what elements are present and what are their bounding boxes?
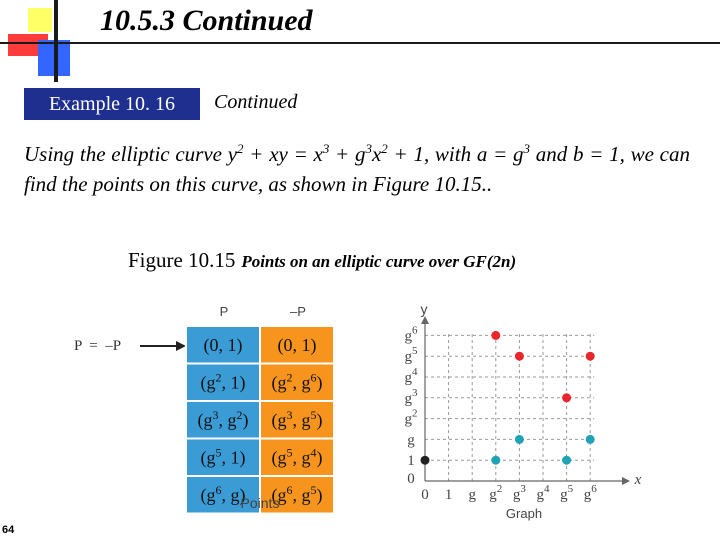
x-tick-label: $g^4$ xyxy=(536,483,550,503)
example-continued: Continued xyxy=(214,91,298,113)
curve-point xyxy=(515,435,524,444)
table-header-neg-p: –P xyxy=(290,304,306,319)
example-label: Example 10. 16 xyxy=(24,88,200,120)
y-tick-label: 1 xyxy=(407,453,415,470)
point-p-label: ($g^2$, 1) xyxy=(200,370,246,393)
graph-caption: Graph xyxy=(505,506,543,521)
y-tick-label: g xyxy=(407,432,415,449)
point-neg-p-label: ($g^3$, $g^5$) xyxy=(271,407,323,430)
curve-point xyxy=(562,456,571,465)
table-caption: Points xyxy=(240,495,280,511)
y-tick-label: $g^5$ xyxy=(404,345,418,366)
x-tick-label: $g^2$ xyxy=(489,483,503,503)
y-tick-label: $g^6$ xyxy=(404,324,418,345)
arrow-label: P = –P xyxy=(74,338,122,354)
curve-point xyxy=(586,352,595,361)
y-tick-label: $g^2$ xyxy=(404,407,418,428)
point-neg-p-label: ($g^2$, $g^6$) xyxy=(271,370,323,393)
x-axis-arrow-icon xyxy=(622,477,630,485)
table-header-p: P xyxy=(219,304,229,319)
slide-title: 10.5.3 Continued xyxy=(100,4,313,37)
curve-point xyxy=(491,331,500,340)
point-neg-p-label: ($g^5$, $g^4$) xyxy=(271,445,323,468)
curve-point xyxy=(421,456,430,465)
y-tick-label: 0 xyxy=(407,471,415,487)
x-tick-label: $g^6$ xyxy=(583,483,597,503)
body-paragraph: Using the elliptic curve $y^2$ + xy = $x^3 + g^3x^2 + 1$, with $a = g^3$ and b = 1, we can find the points on this curve, as shown in Figure 10.15.. xyxy=(24,141,690,196)
arrow-head-icon xyxy=(176,341,186,351)
curve-point xyxy=(491,456,500,465)
x-axis-label: x xyxy=(634,472,642,488)
point-neg-p-label: (0, 1) xyxy=(277,334,317,355)
page-number: 64 xyxy=(2,524,15,536)
point-p-label: ($g^3$, $g^2$) xyxy=(197,407,249,430)
y-tick-label: $g^4$ xyxy=(404,366,418,386)
curve-point xyxy=(515,352,524,361)
curve-point xyxy=(562,393,571,402)
x-tick-label: $g^3$ xyxy=(512,483,526,503)
point-p-label: ($g^5$, 1) xyxy=(200,445,246,468)
y-tick-label: $g^3$ xyxy=(404,386,418,407)
x-tick-label: 1 xyxy=(444,487,453,503)
point-p-label: (0, 1) xyxy=(203,334,243,355)
point-neg-p-label: ($g^6$, $g^5$) xyxy=(271,482,323,505)
figure-label: Figure 10.15 xyxy=(128,248,236,272)
figure-description: Points on an elliptic curve over GF(2n) xyxy=(241,252,517,271)
curve-point xyxy=(586,435,595,444)
x-tick-label: $g^5$ xyxy=(560,483,574,503)
y-axis-label: y xyxy=(420,301,428,317)
y-axis-arrow-icon xyxy=(421,316,429,324)
x-tick-label: g xyxy=(468,487,476,503)
point-p-label: ($g^6$, g) xyxy=(200,482,246,505)
x-tick-label: 0 xyxy=(421,487,429,503)
